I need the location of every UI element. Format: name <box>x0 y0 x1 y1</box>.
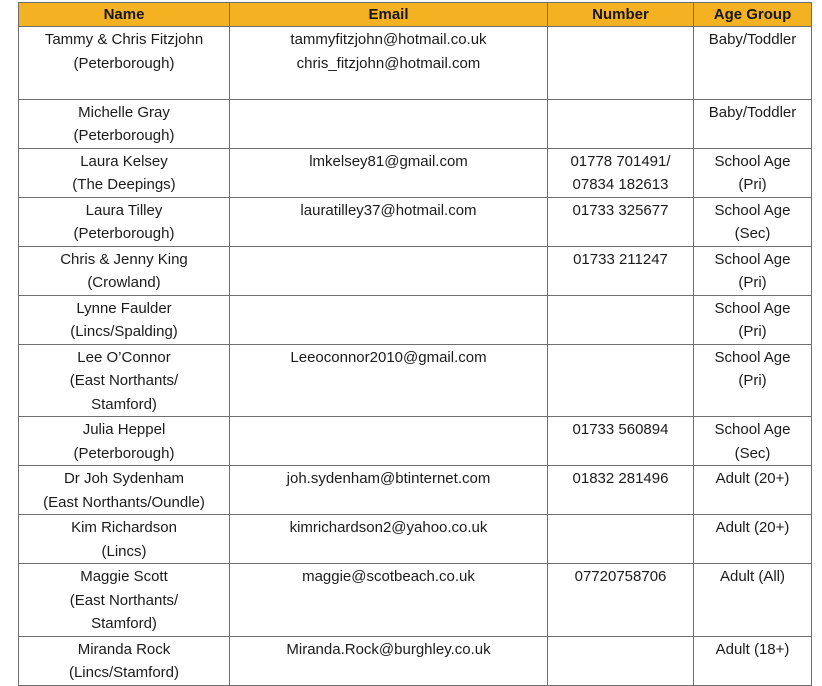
name-cell <box>19 636 230 685</box>
age-group-cell <box>694 197 812 246</box>
age-group-cell <box>694 515 812 564</box>
name-line: (Peterborough) <box>73 54 175 72</box>
number-line: 01733 560894 <box>572 421 669 438</box>
name-line: (East Northants/ <box>69 591 179 609</box>
number-line: 07834 182613 <box>572 176 669 193</box>
email-cell <box>230 295 548 344</box>
table-row <box>19 417 812 466</box>
age-group-cell <box>694 295 812 344</box>
email-cell <box>230 417 548 466</box>
age-group-cell <box>694 564 812 637</box>
name-line: (The Deepings) <box>72 176 176 193</box>
table-row <box>19 295 812 344</box>
name-cell <box>19 466 230 515</box>
age-group-line: (Pri) <box>738 323 767 340</box>
name-line: (East Northants/ <box>69 372 179 389</box>
age-group-cell <box>694 636 812 685</box>
number-cell <box>548 295 694 344</box>
name-line: Stamford) <box>91 395 157 413</box>
age-group-line: (Pri) <box>738 176 767 193</box>
table-row <box>19 27 812 100</box>
name-cell <box>19 148 230 197</box>
table-row <box>19 515 812 564</box>
name-line: Michelle Gray <box>78 103 170 121</box>
name-cell <box>19 344 230 417</box>
name-cell <box>19 197 230 246</box>
table-body <box>19 27 812 686</box>
age-group-line: School Age <box>714 299 791 317</box>
age-group-cell <box>694 27 812 100</box>
age-group-cell <box>694 246 812 295</box>
email-line: Leeoconnor2010@gmail.com <box>290 348 487 366</box>
age-group-cell <box>694 99 812 148</box>
email-cell <box>230 246 548 295</box>
age-group-line: (Sec) <box>734 225 771 242</box>
name-line: Laura Kelsey <box>80 152 168 170</box>
column-header-name: Name <box>19 3 230 27</box>
email-cell <box>230 636 548 685</box>
table-row <box>19 99 812 148</box>
name-line: (Crowland) <box>87 274 161 291</box>
age-group-line: Baby/Toddler <box>708 31 797 48</box>
name-line: Laura Tilley <box>85 201 163 219</box>
name-line: (East Northants/Oundle) <box>43 493 205 511</box>
name-cell <box>19 27 230 100</box>
name-line: Maggie Scott <box>80 568 168 585</box>
number-line: 01733 211247 <box>573 250 668 268</box>
name-line: Miranda Rock <box>77 640 171 658</box>
number-line: 07720758706 <box>574 568 667 585</box>
email-line: Miranda.Rock@burghley.co.uk <box>286 640 491 658</box>
number-line: 01832 281496 <box>572 470 669 487</box>
table-row <box>19 197 812 246</box>
email-cell <box>230 197 548 246</box>
name-line: (Peterborough) <box>73 127 175 144</box>
column-header-age-group: Age Group <box>694 3 812 27</box>
name-cell <box>19 564 230 637</box>
age-group-line: (Sec) <box>734 444 771 462</box>
number-cell <box>548 27 694 100</box>
name-line: Stamford) <box>91 615 157 632</box>
email-line: chris_fitzjohn@hotmail.com <box>296 54 481 72</box>
age-group-line: School Age <box>714 201 791 219</box>
name-line: Lynne Faulder <box>76 299 172 317</box>
name-cell <box>19 515 230 564</box>
age-group-line: (Pri) <box>738 372 767 389</box>
age-group-line: Adult (20+) <box>715 470 790 487</box>
number-cell <box>548 344 694 417</box>
contacts-table <box>18 2 812 686</box>
name-line: Chris & Jenny King <box>60 250 188 268</box>
number-cell <box>548 197 694 246</box>
name-line: (Lincs/Stamford) <box>68 664 180 681</box>
name-line: Lee O’Connor <box>77 348 171 366</box>
table-row <box>19 636 812 685</box>
email-cell <box>230 99 548 148</box>
table-row <box>19 344 812 417</box>
column-header-number: Number <box>548 3 694 27</box>
table-row <box>19 148 812 197</box>
age-group-cell <box>694 466 812 515</box>
number-cell <box>548 246 694 295</box>
number-cell <box>548 417 694 466</box>
name-line: Julia Heppel <box>82 421 166 438</box>
number-cell <box>548 466 694 515</box>
name-line: Kim Richardson <box>71 519 177 536</box>
email-cell <box>230 27 548 100</box>
header-row <box>19 3 812 27</box>
email-line: lauratilley37@hotmail.com <box>300 201 477 219</box>
number-cell <box>548 564 694 637</box>
age-group-line: (Pri) <box>738 274 767 291</box>
email-line: joh.sydenham@btinternet.com <box>286 470 491 487</box>
column-header-email: Email <box>230 3 548 27</box>
table-row <box>19 466 812 515</box>
name-line: (Lincs) <box>101 542 147 560</box>
name-cell <box>19 246 230 295</box>
email-cell <box>230 466 548 515</box>
table-row <box>19 246 812 295</box>
number-line: 01733 325677 <box>572 201 669 219</box>
email-line: maggie@scotbeach.co.uk <box>302 568 475 585</box>
email-line: tammyfitzjohn@hotmail.co.uk <box>290 31 487 48</box>
name-line: Tammy & Chris Fitzjohn <box>44 31 204 48</box>
number-line: 01778 701491/ <box>570 152 671 170</box>
name-line: (Peterborough) <box>73 225 175 242</box>
email-cell <box>230 344 548 417</box>
email-cell <box>230 148 548 197</box>
email-cell <box>230 564 548 637</box>
table-row <box>19 564 812 637</box>
name-line: (Peterborough) <box>73 444 175 462</box>
name-cell <box>19 417 230 466</box>
email-line: lmkelsey81@gmail.com <box>309 152 468 170</box>
age-group-line: School Age <box>714 348 791 366</box>
name-cell <box>19 295 230 344</box>
age-group-line: School Age <box>714 250 791 268</box>
email-line: kimrichardson2@yahoo.co.uk <box>289 519 488 536</box>
age-group-line: Baby/Toddler <box>708 103 797 121</box>
number-cell <box>548 148 694 197</box>
email-cell <box>230 515 548 564</box>
name-line: (Lincs/Spalding) <box>70 323 178 340</box>
age-group-cell <box>694 344 812 417</box>
age-group-cell <box>694 148 812 197</box>
age-group-line: Adult (All) <box>719 568 786 585</box>
name-line: Dr Joh Sydenham <box>63 470 185 487</box>
number-cell <box>548 515 694 564</box>
number-cell <box>548 636 694 685</box>
name-cell <box>19 99 230 148</box>
age-group-line: Adult (18+) <box>715 640 790 658</box>
age-group-line: School Age <box>714 421 791 438</box>
age-group-cell <box>694 417 812 466</box>
age-group-line: Adult (20+) <box>715 519 790 536</box>
number-cell <box>548 99 694 148</box>
age-group-line: School Age <box>714 152 791 170</box>
